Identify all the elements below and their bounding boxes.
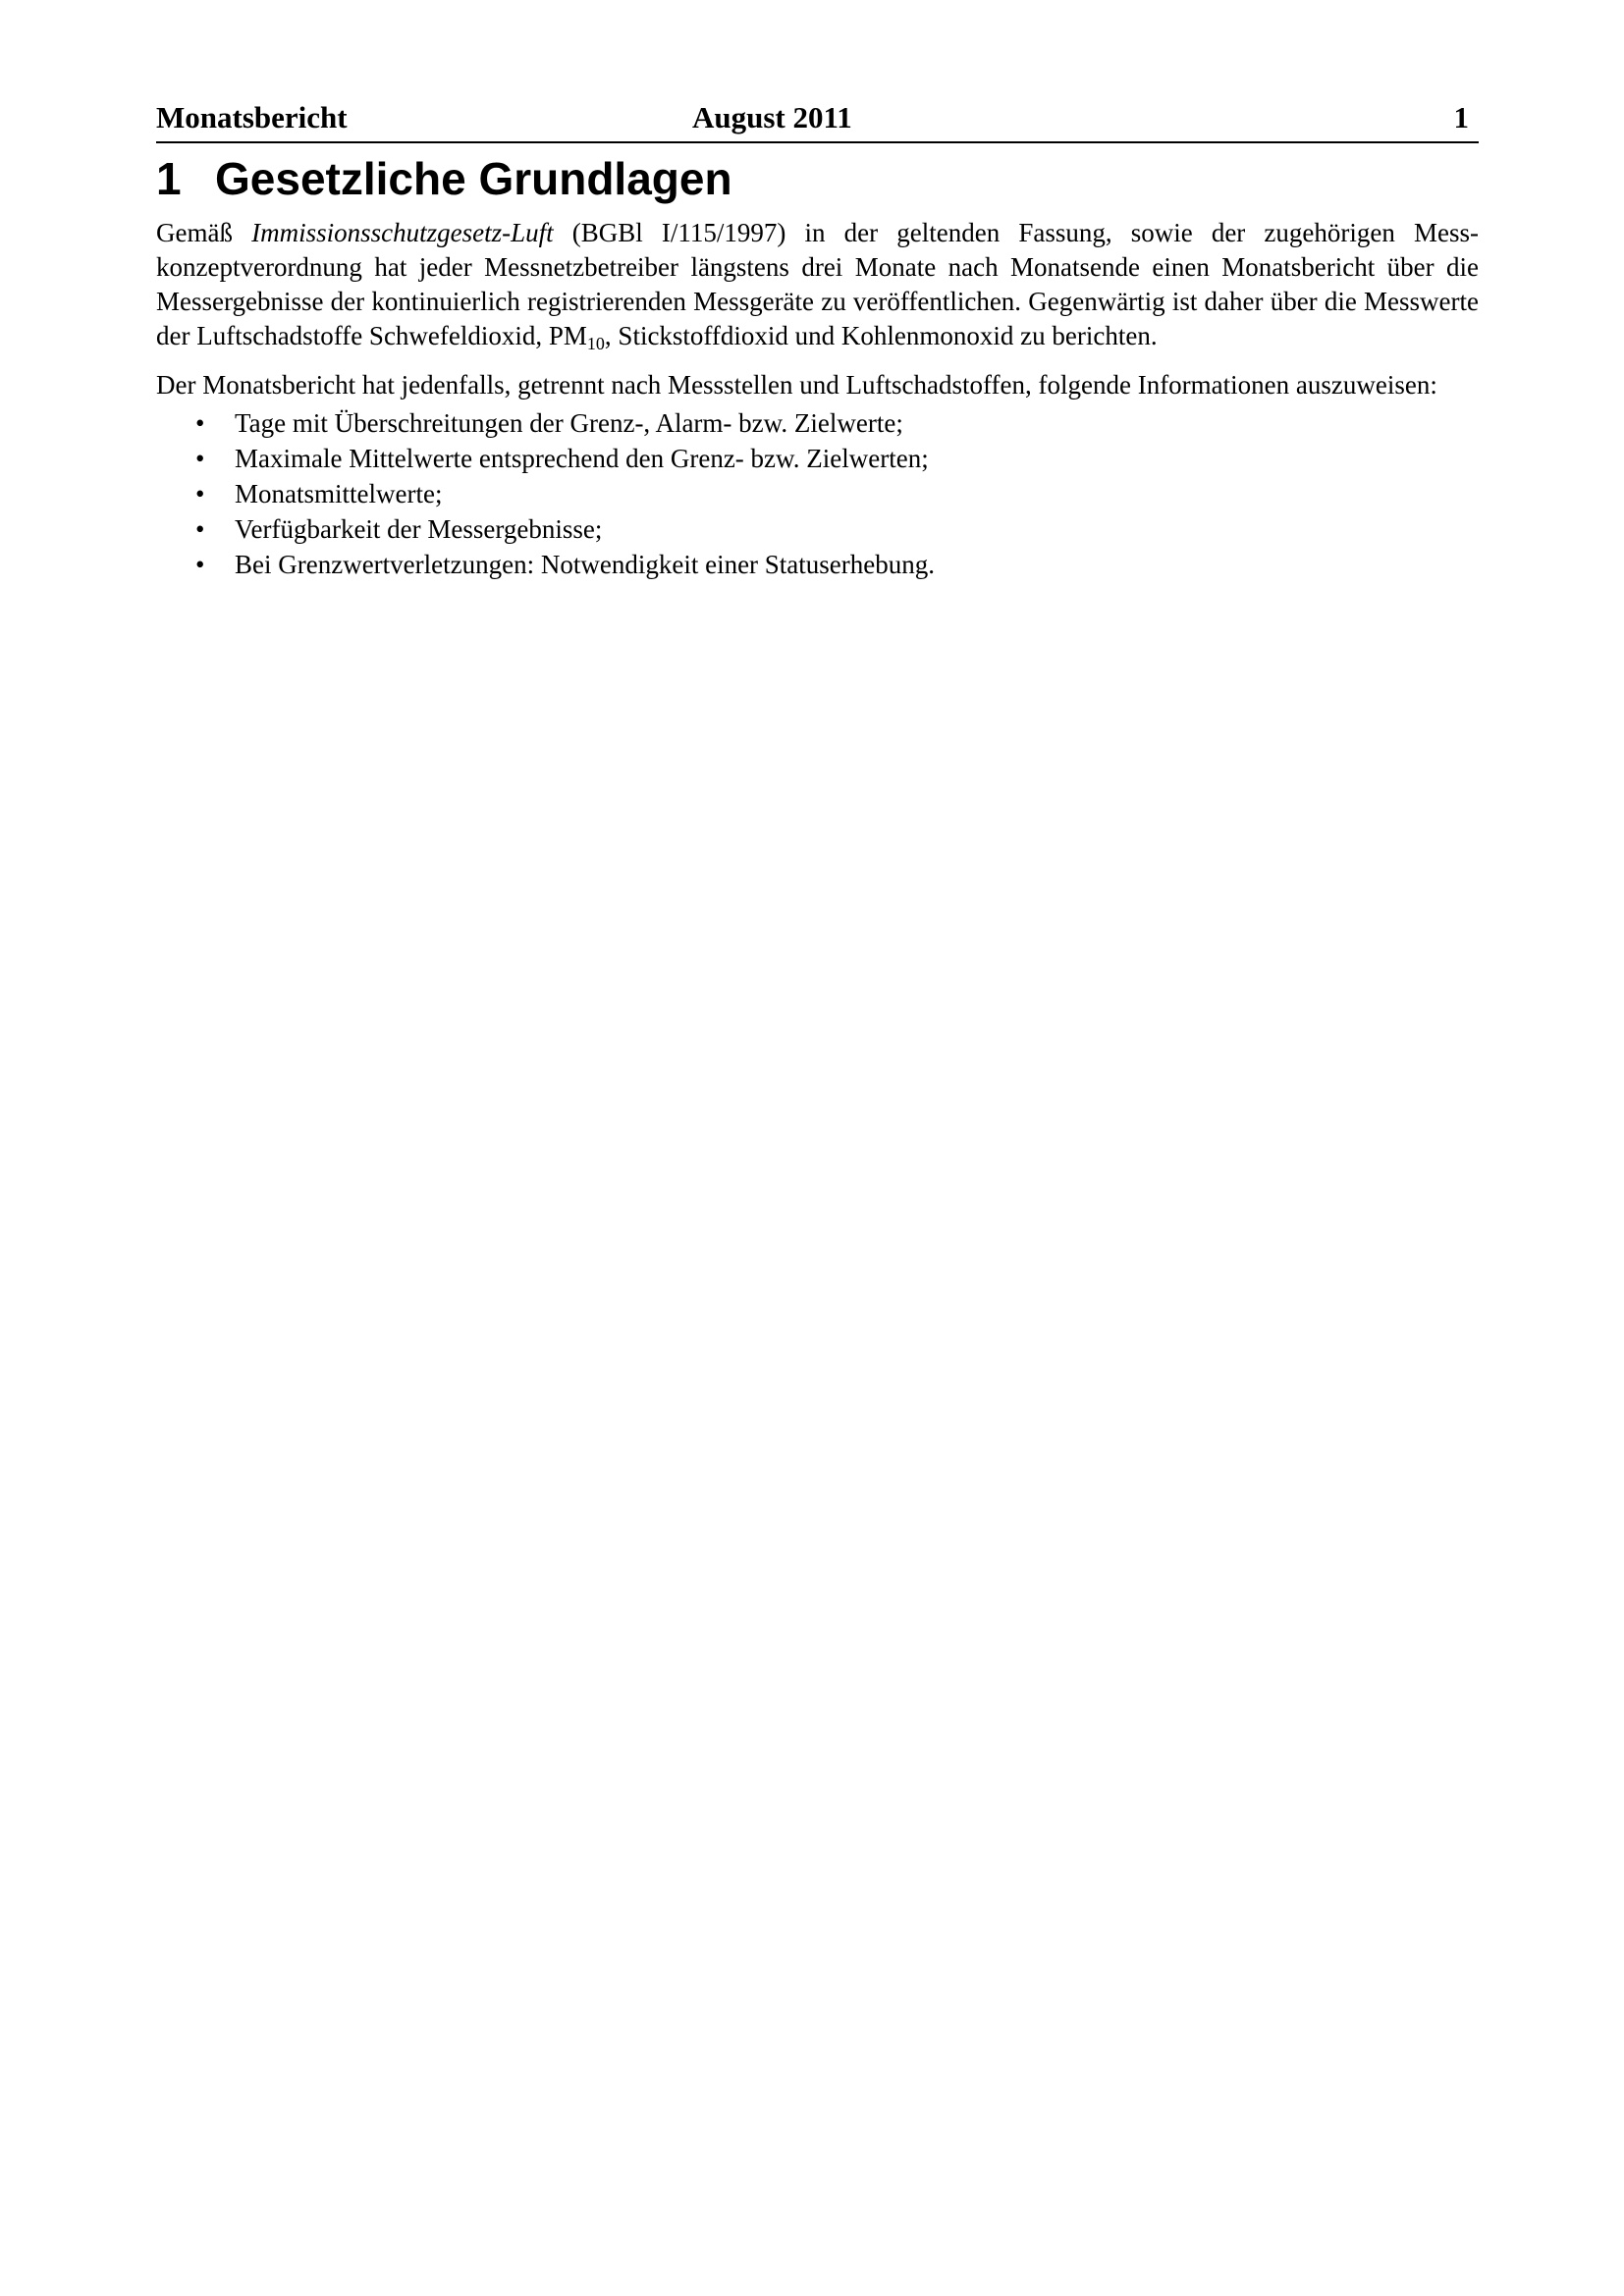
list-item	[156, 476, 1479, 511]
paragraph-report-contents: Der Monatsbericht hat jedenfalls, getrennt nach Messstellen und Luftschadstoffen, folgende Informationen auszuweisen:	[156, 370, 1437, 400]
running-header	[156, 94, 1479, 143]
section-heading	[156, 149, 1479, 208]
bullet-icon: •	[195, 479, 205, 508]
paragraph-body: (BGBl I/115/1997) in der geltenden Fassung, sowie der zugehörigen Messkonzeptverordnung hat jeder Messnetzbetreiber längstens drei Monate nach Monatsende einen Monatsbericht über die Messergebnisse der kontinuierlich registrierenden Messgeräte zu veröffentlichen. Gegenwärtig ist daher über die Messwerte der Luftschadstoffe Schwefeldioxid, PM	[156, 218, 1480, 350]
list-item-text: Bei Grenzwertverletzungen: Notwendigkeit einer Statuserhebung.	[235, 550, 936, 579]
paragraph-legal-basis	[156, 216, 1479, 353]
list-item-text: Verfügbarkeit der Messergebnisse;	[235, 514, 603, 544]
header-report-title: Monatsbericht	[156, 100, 348, 134]
header-page-number: 1	[1453, 100, 1469, 134]
header-report-date: August 2011	[692, 100, 852, 134]
list-item-text: Maximale Mittelwerte entsprechend den Grenz- bzw. Zielwerten;	[235, 444, 929, 473]
list-item-text: Monatsmittelwerte;	[235, 479, 443, 508]
document-page	[156, 94, 1479, 582]
paragraph-lead: Gemäß	[156, 218, 252, 247]
list-item	[156, 441, 1479, 476]
section-title: Gesetzliche Grundlagen	[215, 153, 732, 204]
bullet-icon: •	[195, 550, 205, 579]
list-item	[156, 547, 1479, 582]
section-number: 1	[156, 153, 182, 204]
pm-subscript: 10	[586, 334, 605, 353]
paragraph-tail: , Stickstoffdioxid und Kohlenmonoxid zu berichten.	[604, 321, 1158, 350]
list-item	[156, 511, 1479, 547]
bullet-icon: •	[195, 444, 205, 473]
law-name: Immissionsschutzgesetz-Luft	[251, 218, 554, 247]
requirements-list	[156, 405, 1479, 582]
list-item	[156, 405, 1479, 441]
bullet-icon: •	[195, 408, 205, 438]
bullet-icon: •	[195, 514, 205, 544]
list-item-text: Tage mit Überschreitungen der Grenz-, Alarm- bzw. Zielwerte;	[235, 408, 903, 438]
